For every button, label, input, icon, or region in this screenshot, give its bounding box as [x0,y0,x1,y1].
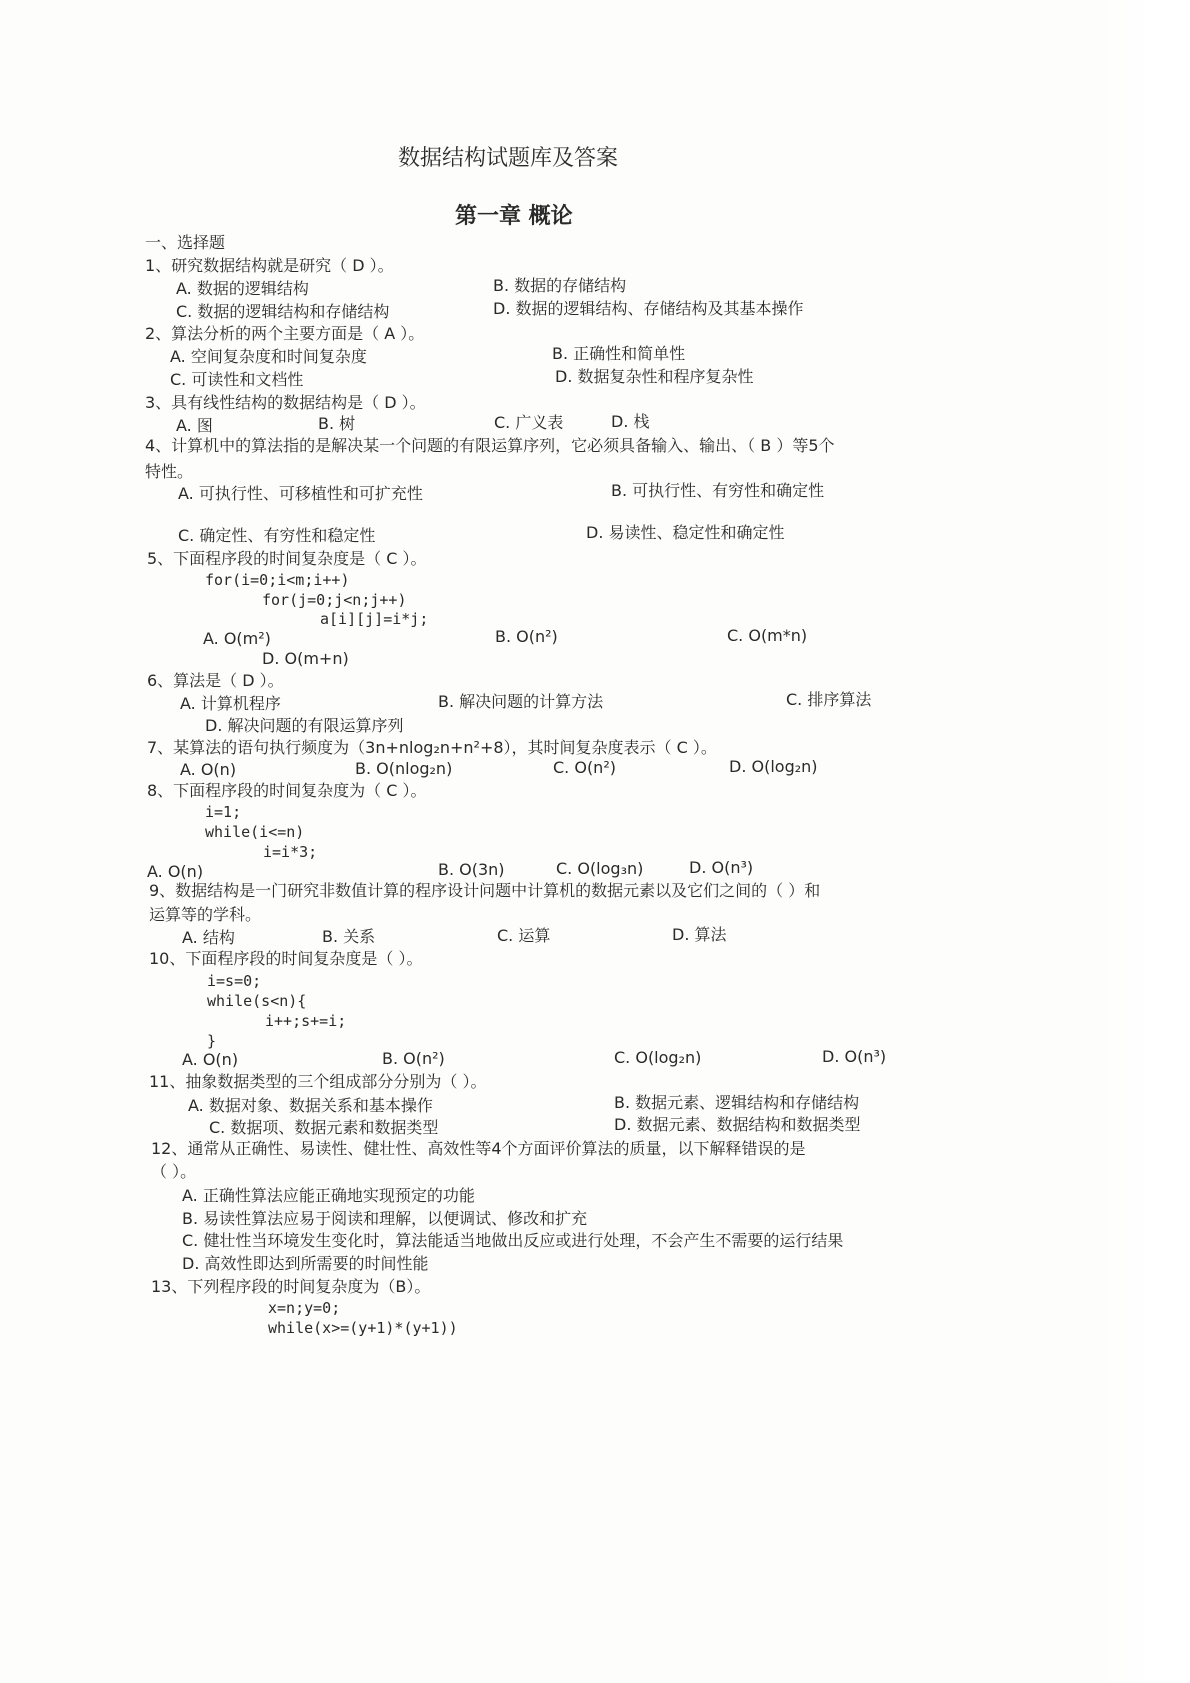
question-11-option-b: B. 数据元素、逻辑结构和存储结构 [614,1093,860,1112]
question-7-stem: 7、某算法的语句执行频度为（3n+nlog₂n+n²+8），其时间复杂度表示（ C ）。 [147,738,717,757]
scan-edge [1095,0,1190,1683]
question-11-option-a: A. 数据对象、数据关系和基本操作 [188,1096,433,1115]
question-12-stem: 12、通常从正确性、易读性、健壮性、高效性等4个方面评价算法的质量，以下解释错误的是 [151,1139,806,1158]
question-11-option-c: C. 数据项、数据元素和数据类型 [209,1118,439,1137]
question-9-stem: 9、数据结构是一门研究非数值计算的程序设计问题中计算机的数据元素以及它们之间的（ ）和 [149,881,821,900]
question-2-option-b: B. 正确性和简单性 [552,344,686,363]
question-8-option-c: C. O(log₃n) [556,859,644,878]
question-4-option-b: B. 可执行性、有穷性和确定性 [611,481,825,500]
question-2-option-a: A. 空间复杂度和时间复杂度 [170,347,367,366]
question-2-option-c: C. 可读性和文档性 [170,370,304,389]
question-9-option-a: A. 结构 [182,928,235,947]
question-4-option-c: C. 确定性、有穷性和稳定性 [178,526,376,545]
question-10-code-line: } [207,1032,217,1050]
question-6-option-b: B. 解决问题的计算方法 [438,692,604,711]
question-11-stem: 11、抽象数据类型的三个组成部分分别为（ ）。 [149,1072,487,1091]
question-3-option-d: D. 栈 [611,412,650,431]
question-4-stem-cont: 特性。 [145,462,194,481]
question-1-option-a: A. 数据的逻辑结构 [176,279,309,298]
question-7-option-a: A. O(n) [180,760,237,779]
question-8-code-line: while(i<=n) [205,823,305,841]
question-10-option-b: B. O(n²) [382,1049,445,1068]
question-8-option-a: A. O(n) [147,862,204,881]
question-5-code-line: for(i=0;i<m;i++) [205,571,350,589]
question-10-option-c: C. O(log₂n) [614,1048,702,1067]
question-5-option-c: C. O(m*n) [727,626,808,645]
question-12-option-c: C. 健壮性当环境发生变化时，算法能适当地做出反应或进行处理，不会产生不需要的运行结果 [182,1231,844,1250]
question-7-option-b: B. O(nlog₂n) [355,759,453,778]
question-10-option-a: A. O(n) [182,1050,239,1069]
doc-title: 数据结构试题库及答案 [398,146,619,171]
question-1-option-b: B. 数据的存储结构 [493,276,627,295]
question-1-option-d: D. 数据的逻辑结构、存储结构及其基本操作 [493,299,804,318]
question-5-option-b: B. O(n²) [495,627,558,646]
question-8-stem: 8、下面程序段的时间复杂度为（ C ）。 [147,781,427,800]
question-1-stem: 1、研究数据结构就是研究（ D ）。 [145,256,394,275]
question-13-code-line: while(x>=(y+1)*(y+1)) [268,1319,458,1337]
question-3-option-a: A. 图 [176,416,213,435]
question-6-option-d: D. 解决问题的有限运算序列 [205,716,404,735]
question-10-stem: 10、下面程序段的时间复杂度是（ ）。 [149,949,423,968]
section-heading: 一、选择题 [145,233,226,252]
question-12-option-b: B. 易读性算法应易于阅读和理解，以便调试、修改和扩充 [182,1209,588,1228]
question-8-code-line: i=i*3; [263,843,318,861]
question-5-stem: 5、下面程序段的时间复杂度是（ C ）。 [147,549,427,568]
question-10-code-line: while(s<n){ [207,992,307,1010]
question-4-stem: 4、计算机中的算法指的是解决某一个问题的有限运算序列，它必须具备输入、输出、（ B ）等5个 [145,436,835,455]
question-12-option-a: A. 正确性算法应能正确地实现预定的功能 [182,1186,475,1205]
question-12-stem-cont: （ ）。 [151,1162,197,1181]
question-5-option-d: D. O(m+n) [262,649,349,668]
question-9-stem-cont: 运算等的学科。 [149,905,262,924]
question-6-stem: 6、算法是（ D ）。 [147,671,284,690]
question-3-option-b: B. 树 [318,414,356,433]
question-3-option-c: C. 广义表 [494,413,564,432]
question-10-option-d: D. O(n³) [822,1047,887,1066]
question-1-option-c: C. 数据的逻辑结构和存储结构 [176,302,390,321]
question-9-option-c: C. 运算 [497,926,551,945]
question-2-option-d: D. 数据复杂性和程序复杂性 [555,367,754,386]
question-11-option-d: D. 数据元素、数据结构和数据类型 [614,1115,861,1134]
question-9-option-d: D. 算法 [672,925,727,944]
question-3-stem: 3、具有线性结构的数据结构是（ D ）。 [145,393,426,412]
question-6-option-a: A. 计算机程序 [180,694,281,713]
question-13-code-line: x=n;y=0; [268,1299,341,1317]
question-7-option-d: D. O(log₂n) [729,757,818,776]
question-10-code-line: i++;s+=i; [265,1012,347,1030]
question-5-code-line: a[i][j]=i*j; [320,610,429,628]
chapter-title: 第一章 概论 [455,204,573,229]
question-8-option-d: D. O(n³) [689,858,754,877]
question-4-option-a: A. 可执行性、可移植性和可扩充性 [178,484,423,503]
question-10-code-line: i=s=0; [207,972,262,990]
question-5-option-a: A. O(m²) [203,629,271,648]
question-5-code-line: for(j=0;j<n;j++) [262,591,407,609]
question-13-stem: 13、下列程序段的时间复杂度为（B）。 [151,1277,431,1296]
question-4-option-d: D. 易读性、稳定性和确定性 [586,523,785,542]
question-8-option-b: B. O(3n) [438,860,505,879]
question-2-stem: 2、算法分析的两个主要方面是（ A ）。 [145,324,425,343]
question-12-option-d: D. 高效性即达到所需要的时间性能 [182,1254,429,1273]
question-8-code-line: i=1; [205,803,242,821]
question-7-option-c: C. O(n²) [553,758,616,777]
question-6-option-c: C. 排序算法 [786,690,872,709]
question-9-option-b: B. 关系 [322,927,376,946]
